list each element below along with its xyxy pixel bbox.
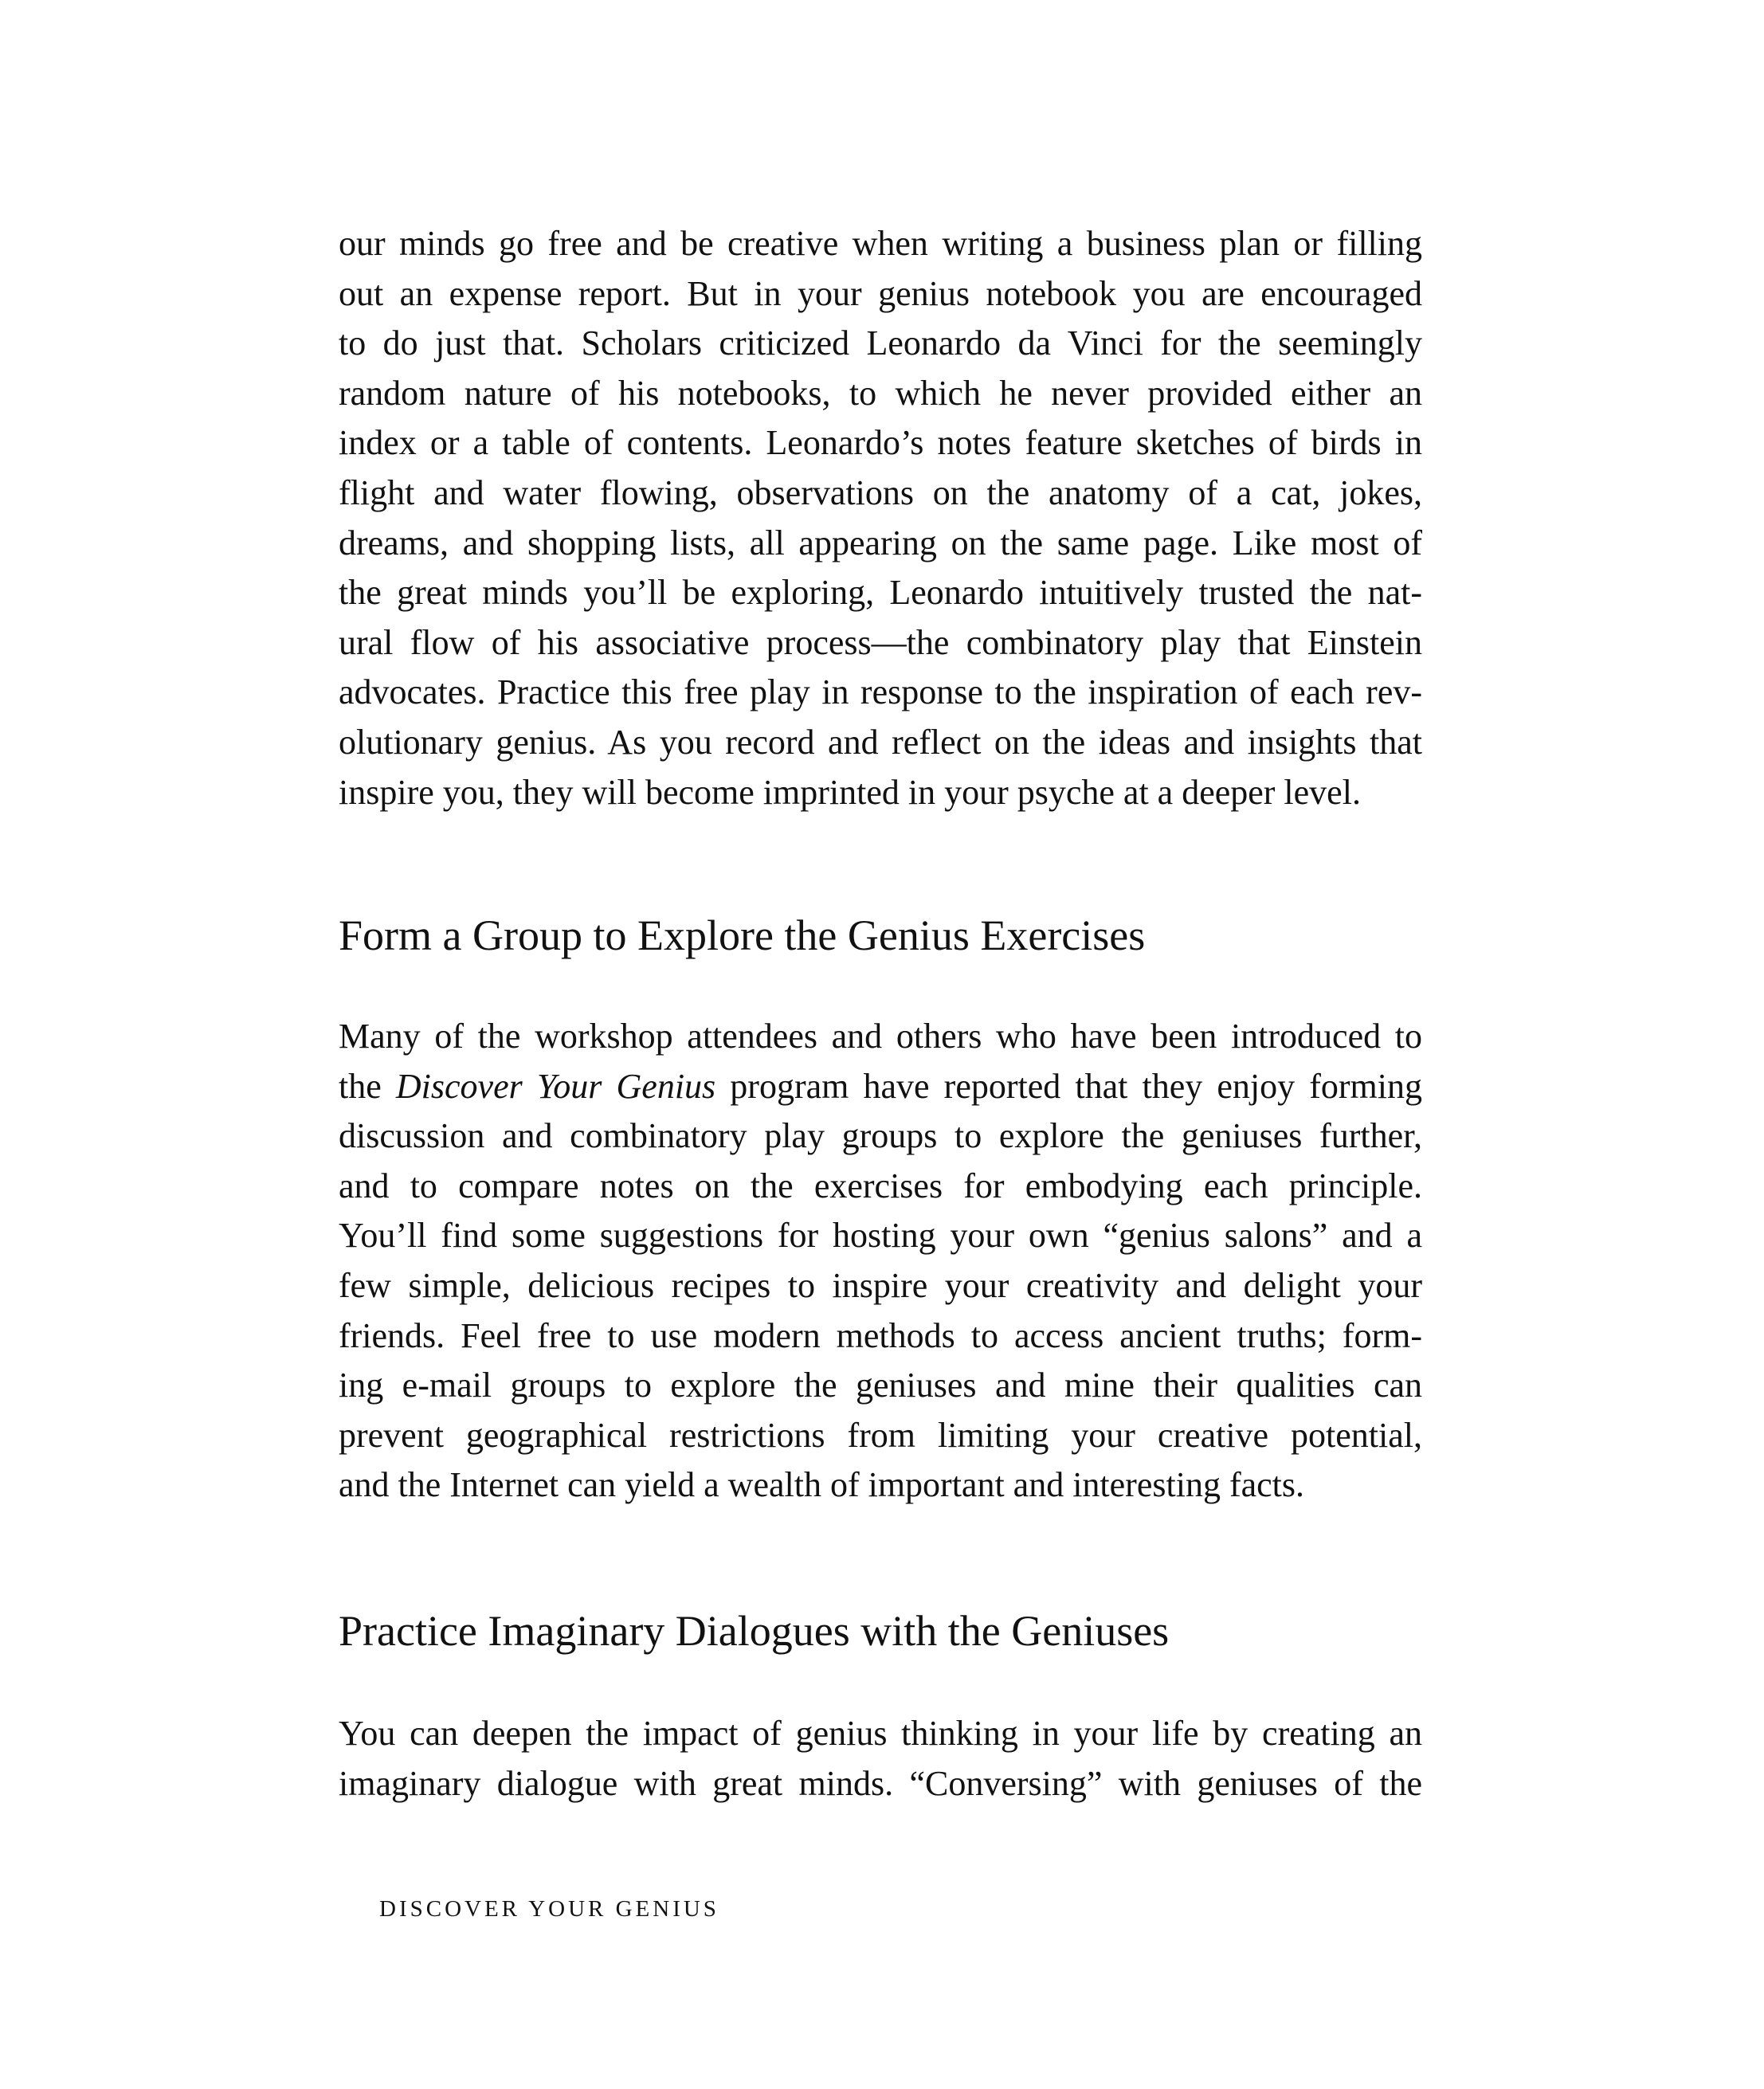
text-line: random nature of his notebooks, to which he never provided either an (339, 373, 1422, 413)
text-line: few simple, delicious recipes to inspire your creativity and delight your (339, 1265, 1422, 1305)
text-line: olutionary genius. As you record and reflect on the ideas and insights that (339, 722, 1422, 762)
text-line: the great minds you’ll be exploring, Leonardo intuitively trusted the nat- (339, 573, 1422, 613)
text-line: You can deepen the impact of genius thinking in your life by creating an (339, 1714, 1422, 1753)
book-title: Discover Your Genius (395, 1066, 716, 1106)
text-line: ing e-mail groups to explore the geniuses and mine their qualities can (339, 1366, 1422, 1405)
text-line: index or a table of contents. Leonardo’s notes feature sketches of birds in (339, 423, 1422, 463)
text-line: inspire you, they will become imprinted in your psyche at a deeper level. (339, 772, 1361, 812)
text-line: friends. Feel free to use modern methods to access ancient truths; form- (339, 1315, 1422, 1355)
section-heading-dialogues: Practice Imaginary Dialogues with the Geniuses (339, 1607, 1170, 1655)
text-line: prevent geographical restrictions from limiting your creative potential, (339, 1415, 1422, 1455)
text-line: and the Internet can yield a wealth of important and interesting facts. (339, 1465, 1304, 1505)
text-segment: the (339, 1066, 396, 1106)
running-footer: DISCOVER YOUR GENIUS (379, 1896, 719, 1922)
text-line: out an expense report. But in your genius notebook you are encouraged (339, 273, 1422, 313)
text-line: dreams, and shopping lists, all appearing on the same page. Like most of (339, 523, 1422, 562)
paragraph-dialogues (339, 1709, 1422, 1809)
paragraph-group (339, 1012, 1422, 1511)
text-line: You’ll find some suggestions for hosting your own “genius salons” and a (339, 1216, 1422, 1256)
text-segment: program have reported that they enjoy forming (715, 1066, 1422, 1106)
text-line (339, 1062, 1422, 1112)
text-line: and to compare notes on the exercises for embodying each principle. (339, 1166, 1422, 1205)
section-heading-group: Form a Group to Explore the Genius Exercises (339, 911, 1146, 959)
text-line: ural flow of his associative process—the combinatory play that Einstein (339, 622, 1422, 662)
paragraph-notebooks (339, 219, 1422, 817)
text-line: discussion and combinatory play groups to explore the geniuses further, (339, 1116, 1422, 1156)
text-line: to do just that. Scholars criticized Leonardo da Vinci for the seemingly (339, 323, 1422, 363)
text-line: Many of the workshop attendees and others who have been introduced to (339, 1017, 1422, 1056)
text-line: our minds go free and be creative when writing a business plan or filling (339, 224, 1422, 263)
text-line: advocates. Practice this free play in response to the inspiration of each rev- (339, 672, 1422, 712)
text-line: imaginary dialogue with great minds. “Conversing” with geniuses of the (339, 1763, 1422, 1803)
text-line: flight and water flowing, observations on the anatomy of a cat, jokes, (339, 472, 1422, 512)
